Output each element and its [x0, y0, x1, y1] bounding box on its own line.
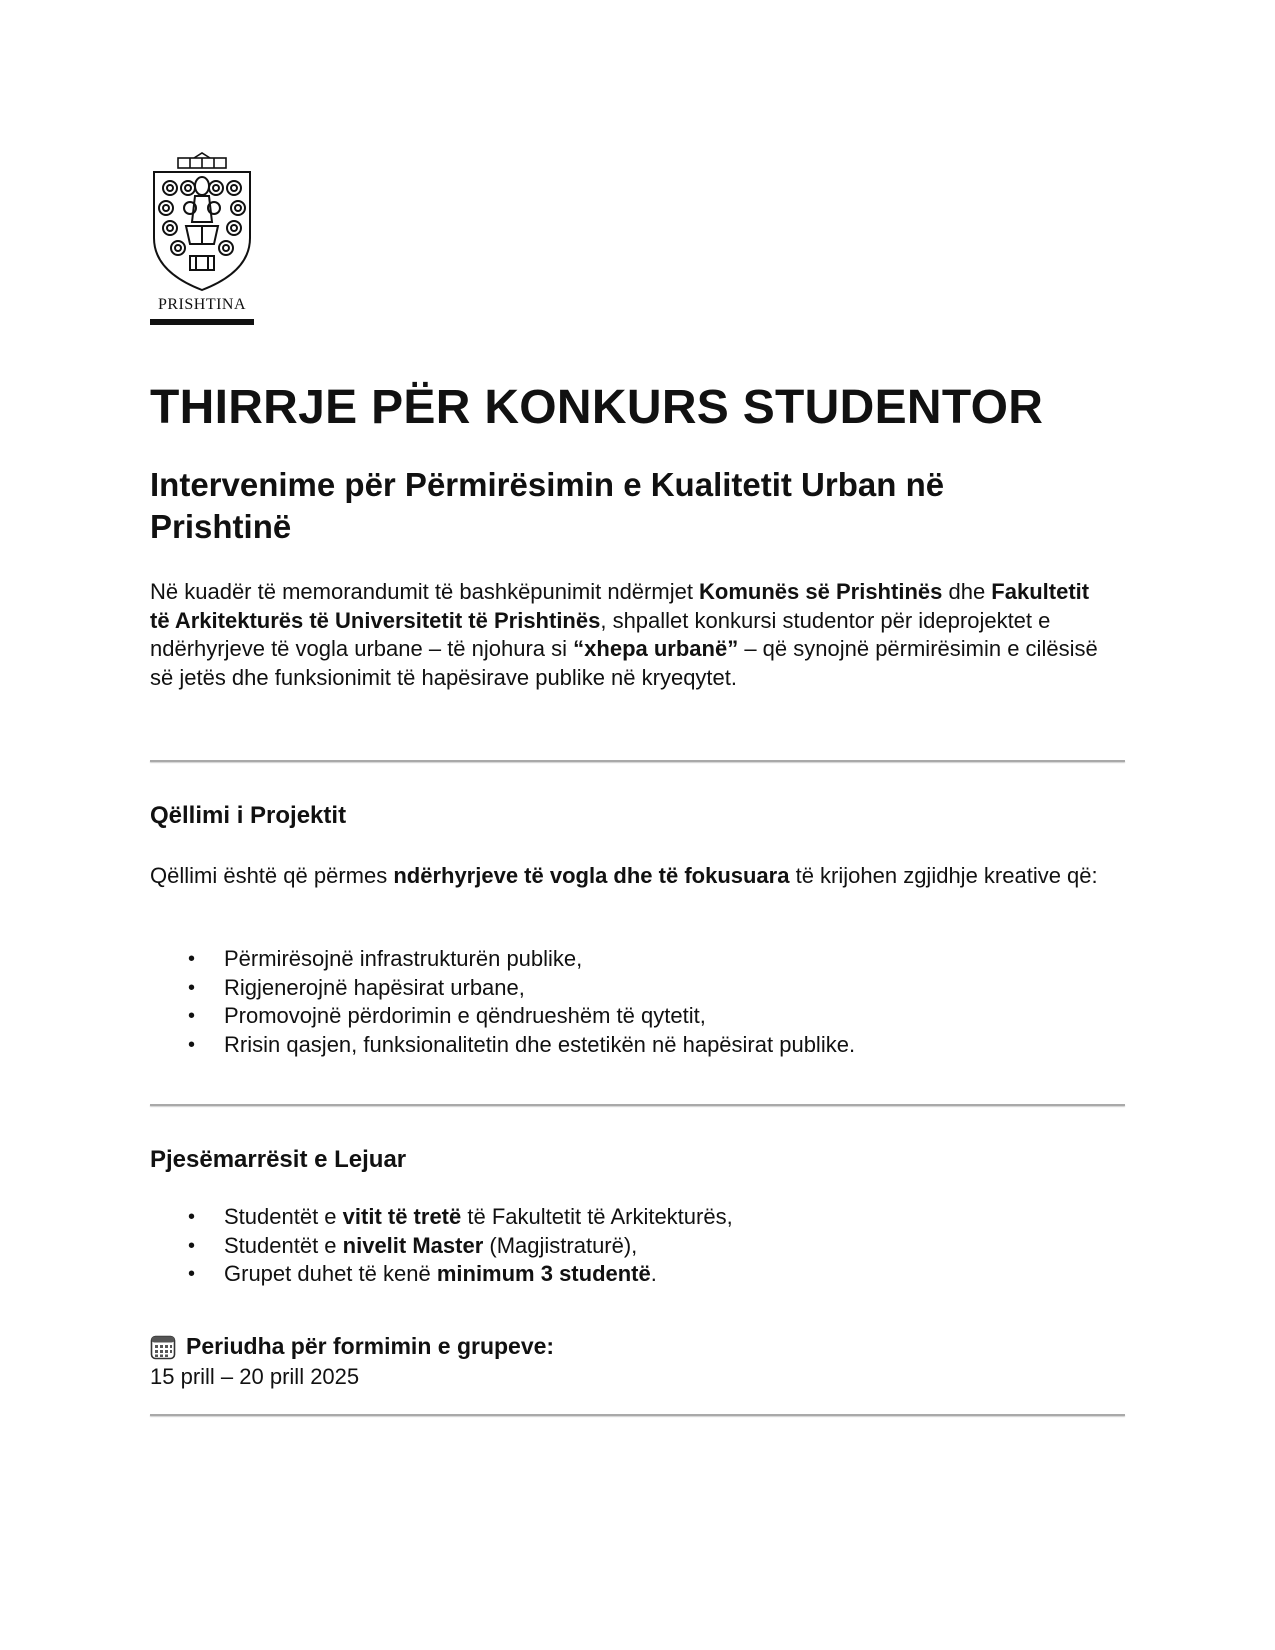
- list-item: • Promovojnë përdorimin e qëndrueshëm të qytetit,: [150, 1002, 855, 1031]
- intro-paragraph: [150, 578, 1110, 692]
- goal-list: [150, 945, 855, 1059]
- item-text: të Fakultetit të Arkitekturës,: [461, 1204, 733, 1229]
- section-divider: [150, 1414, 1125, 1416]
- item-text: .: [650, 1261, 657, 1286]
- item-text: Studentët e: [224, 1204, 343, 1229]
- prishtina-coat-of-arms-icon: [150, 152, 254, 292]
- section-divider: [150, 1104, 1125, 1106]
- goal-text-1: Qëllimi është që përmes: [150, 863, 394, 888]
- section-divider: [150, 760, 1125, 762]
- intro-text-1: Në kuadër të memorandumit të bashkëpunimit ndërmjet: [150, 579, 700, 604]
- period-heading: Periudha për formimin e grupeve:: [186, 1333, 555, 1359]
- item-bold: vitit të tretë: [342, 1204, 462, 1229]
- intro-text-4: – që synojnë përmirësimin e cilësisë së jetës dhe funksionimit të hapësirave publike në kryeqytet.: [150, 636, 1098, 690]
- item-text: (Magjistraturë),: [483, 1232, 638, 1258]
- list-item: [150, 1203, 733, 1232]
- intro-bold-urban-pockets: “xhepa urbanë”: [573, 636, 739, 661]
- calendar-icon: [150, 1334, 176, 1360]
- goal-text-2: të krijohen zgjidhje kreative që:: [789, 863, 1098, 888]
- item-text: Studentët e: [224, 1232, 343, 1258]
- prishtina-logo: [150, 152, 260, 325]
- participants-list: [150, 1203, 733, 1289]
- period-dates: 15 prill – 20 prill 2025: [150, 1364, 360, 1389]
- intro-bold-faculty: Fakultetit të Arkitekturës të Universitetit të Prishtinës: [150, 579, 1090, 633]
- goal-heading: Qëllimi i Projektit: [150, 802, 347, 829]
- goal-bold-interventions: ndërhyrjeve të vogla dhe të fokusuara: [393, 863, 790, 888]
- list-item: • Rrisin qasjen, funksionalitetin dhe estetikën në hapësirat publike.: [150, 1031, 855, 1060]
- item-bold: minimum 3 studentë: [436, 1261, 651, 1286]
- list-item: [150, 1232, 733, 1261]
- logo-underline-bar: [150, 319, 254, 325]
- page-title: THIRRJE PËR KONKURS STUDENTOR: [150, 381, 1044, 434]
- logo-text: PRISHTINA: [157, 296, 247, 313]
- participants-heading: Pjesëmarrësit e Lejuar: [150, 1146, 407, 1173]
- list-item: [150, 1260, 733, 1289]
- intro-text-2: dhe: [942, 579, 992, 604]
- list-item: • Rigjenerojnë hapësirat urbane,: [150, 974, 855, 1003]
- item-bold: nivelit Master: [342, 1232, 484, 1258]
- intro-text-3: , shpallet konkursi studentor për ideprojektet e ndërhyrjeve të vogla urbane – të njohura si: [150, 607, 1051, 661]
- intro-bold-municipality: Komunës së Prishtinës: [699, 579, 943, 604]
- page-subtitle: Intervenime për Përmirësimin e Kualitetit Urban në Prishtinë: [150, 466, 945, 545]
- item-text: Grupet duhet të kenë: [224, 1261, 437, 1286]
- goal-paragraph: [150, 862, 1110, 891]
- group-formation-period: [150, 1333, 554, 1360]
- list-item: • Përmirësojnë infrastrukturën publike,: [150, 945, 855, 974]
